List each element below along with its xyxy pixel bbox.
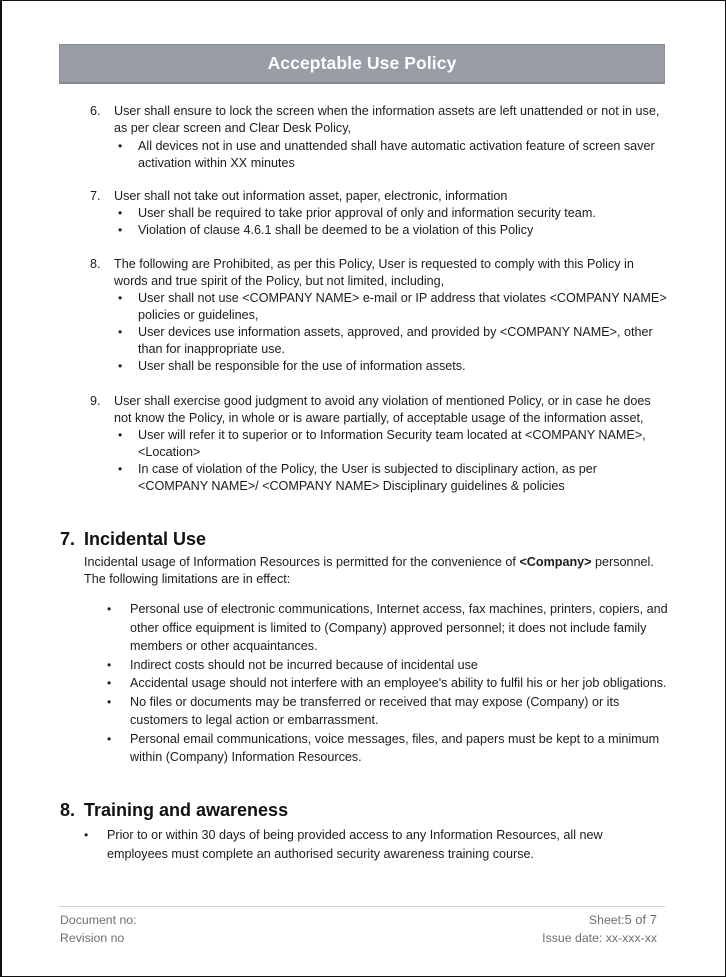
bullet-icon: • (107, 731, 112, 746)
bullet-text: Personal use of electronic communications, Internet access, fax machines, printers, copiers, and other office equipment is limited to (Company) approved personnel; it does not include family members or other acquaintances. (130, 602, 668, 653)
training-bullet-list (84, 826, 664, 864)
item-number: 8. (90, 257, 101, 271)
company-placeholder: <Company> (519, 555, 592, 569)
footer-left (60, 911, 137, 947)
bullet-icon: • (118, 428, 123, 442)
footer-right (542, 911, 657, 947)
bullet-text: No files or documents may be transferred or received that may expose (Company) or its customers to legal action or embarrassment. (130, 694, 620, 727)
section-heading-incidental-use (60, 529, 206, 550)
list-item (107, 730, 672, 767)
bullet-list (114, 138, 670, 172)
list-item (84, 826, 664, 864)
bullet-icon: • (107, 602, 112, 616)
bullet-icon: • (118, 223, 123, 237)
bullet-text: All devices not in use and unattended shall have automatic activation feature of screen saver activation within XX minutes (138, 139, 655, 170)
list-item (107, 693, 672, 730)
bullet-icon: • (118, 462, 123, 476)
bullet-icon: • (118, 325, 123, 339)
footer-divider (59, 906, 665, 907)
bullet-text: In case of violation of the Policy, the User is subjected to disciplinary action, as per <COMPANY NAME>/ <COMPANY NAME> Disciplinary guidelines & policies (138, 462, 597, 493)
bullet-icon: • (107, 657, 112, 672)
bullet-text: Violation of clause 4.6.1 shall be deemed to be a violation of this Policy (138, 223, 534, 237)
bullet-list (114, 205, 670, 239)
section-title: Training and awareness (84, 800, 289, 820)
bullet-icon: • (107, 676, 112, 690)
numbered-item-7 (90, 188, 670, 239)
numbered-item-9 (90, 393, 670, 495)
bullet-icon: • (118, 206, 123, 220)
list-item (114, 461, 670, 495)
issue-date-label: Issue date: (542, 931, 603, 945)
bullet-text: User shall not use <COMPANY NAME> e-mail or IP address that violates <COMPANY NAME> policies or guidelines, (138, 291, 667, 322)
sheet-value: 5 of 7 (624, 912, 657, 927)
bullet-text: User shall be required to take prior approval of only and information security team. (138, 206, 596, 220)
section-number: 7. (60, 529, 76, 549)
list-item (114, 290, 670, 324)
bullet-icon: • (84, 828, 89, 842)
item-number: 9. (90, 394, 101, 408)
document-title: Acceptable Use Policy (267, 53, 457, 73)
issue-date-info (542, 929, 657, 947)
list-item (114, 205, 670, 222)
bullet-icon: • (118, 359, 123, 373)
item-text: The following are Prohibited, as per this Policy, User is requested to comply with this Policy in words and true spirit of the Policy, but not limited, including, (114, 257, 634, 288)
item-text: User shall not take out information asset, paper, electronic, information (114, 189, 508, 203)
bullet-icon: • (118, 291, 123, 305)
intro-text: Incidental usage of Information Resources is permitted for the convenience of (84, 555, 520, 569)
bullet-list (114, 290, 670, 375)
revision-no-label: Revision no (60, 931, 125, 945)
item-number: 6. (90, 104, 101, 118)
document-no-label: Document no: (60, 913, 137, 927)
bullet-text: Personal email communications, voice messages, files, and papers must be kept to a minimum within (Company) Information Resources. (130, 731, 660, 764)
section-heading-training-and-awareness (60, 800, 288, 821)
list-item (114, 427, 670, 461)
list-item (114, 358, 670, 375)
item-text: User shall exercise good judgment to avoid any violation of mentioned Policy, or in case he does not know the Policy, in whole or is aware partially, of acceptable usage of the information asset, (114, 394, 651, 425)
section-title: Incidental Use (84, 529, 207, 549)
item-text: User shall ensure to lock the screen when the information assets are left unattended or not in use, as per clear screen and Clear Desk Policy, (114, 104, 660, 135)
document-title-bar (59, 44, 665, 84)
incidental-use-bullet-list (107, 600, 672, 767)
issue-date-value: xx-xxx-xx (605, 931, 657, 945)
section-number: 8. (60, 800, 76, 820)
bullet-icon: • (107, 694, 112, 709)
intro-text-continued: personnel. The following limitations are in effect: (84, 555, 654, 586)
numbered-item-6 (90, 103, 670, 172)
sheet-label: Sheet: (588, 913, 625, 927)
list-item (107, 656, 672, 675)
bullet-text: User will refer it to superior or to Information Security team located at <COMPANY NAME>, <Location> (138, 428, 646, 459)
item-number: 7. (90, 189, 101, 203)
bullet-text: Accidental usage should not interfere with an employee's ability to fulfil his or her job obligations. (130, 676, 667, 690)
bullet-icon: • (118, 139, 123, 153)
numbered-item-8 (90, 256, 670, 375)
bullet-text: Indirect costs should not be incurred because of incidental use (130, 657, 478, 672)
list-item (114, 324, 670, 358)
bullet-text: Prior to or within 30 days of being provided access to any Information Resources, all new employees must complete an authorised security awareness training course. (107, 828, 603, 861)
section-intro-paragraph (84, 554, 669, 588)
sheet-info (542, 911, 657, 929)
list-item (114, 138, 670, 172)
list-item (107, 600, 672, 656)
bullet-text: User shall be responsible for the use of information assets. (138, 359, 466, 373)
bullet-text: User devices use information assets, approved, and provided by <COMPANY NAME>, other than for inappropriate use. (138, 325, 653, 356)
list-item (107, 674, 672, 693)
bullet-list (114, 427, 670, 495)
list-item (114, 222, 670, 239)
